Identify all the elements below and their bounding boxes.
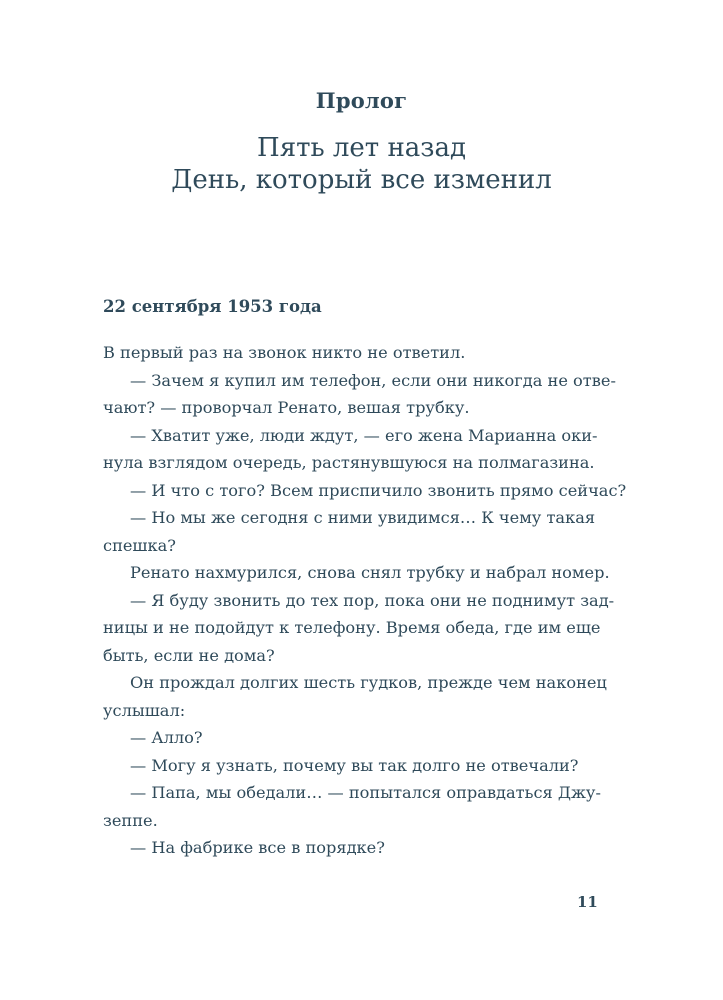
text-line: — Я буду звонить до тех пор, пока они не поднимут зад- <box>130 590 615 610</box>
text-line: нула взглядом очередь, растянувшуюся на полмагазина. <box>103 453 595 472</box>
text-line: ницы и не подойдут к телефону. Время обеда, где им еще <box>103 618 601 637</box>
body-text <box>103 339 627 862</box>
text-line: — Алло? <box>130 728 203 747</box>
chapter-subtitle <box>0 132 723 196</box>
text-line: — На фабрике все в порядке? <box>130 838 385 857</box>
text-line: — Хватит уже, люди ждут, — его жена Марианна оки- <box>130 425 598 445</box>
text-line: Он прождал долгих шесть гудков, прежде чем наконец <box>130 673 607 692</box>
text-line: спешка? <box>103 535 176 555</box>
text-line: Ренато нахмурился, снова снял трубку и набрал номер. <box>130 563 610 582</box>
chapter-label: Пролог <box>315 88 408 113</box>
subtitle-line: Пять лет назад <box>257 133 466 163</box>
text-line: В первый раз на звонок никто не ответил. <box>103 343 466 362</box>
section-date-heading: 22 сентября 1953 года <box>103 297 322 316</box>
text-line: услышал: <box>103 700 186 720</box>
text-line: — И что с того? Всем приспичило звонить прямо сейчас? <box>130 480 627 500</box>
text-line: зеппе. <box>103 810 158 830</box>
subtitle-line: День, который все изменил <box>171 165 552 195</box>
text-line: быть, если не дома? <box>103 645 275 665</box>
text-line: — Могу я узнать, почему вы так долго не отвечали? <box>130 755 579 775</box>
text-line: — Зачем я купил им телефон, если они никогда не отве- <box>130 370 616 390</box>
text-line: — Но мы же сегодня с ними увидимся… К чему такая <box>130 508 596 527</box>
page-number: 11 <box>577 893 598 911</box>
text-line: — Папа, мы обедали… — попытался оправдаться Джу- <box>130 783 601 802</box>
text-line: чают? — проворчал Ренато, вешая трубку. <box>103 398 470 417</box>
